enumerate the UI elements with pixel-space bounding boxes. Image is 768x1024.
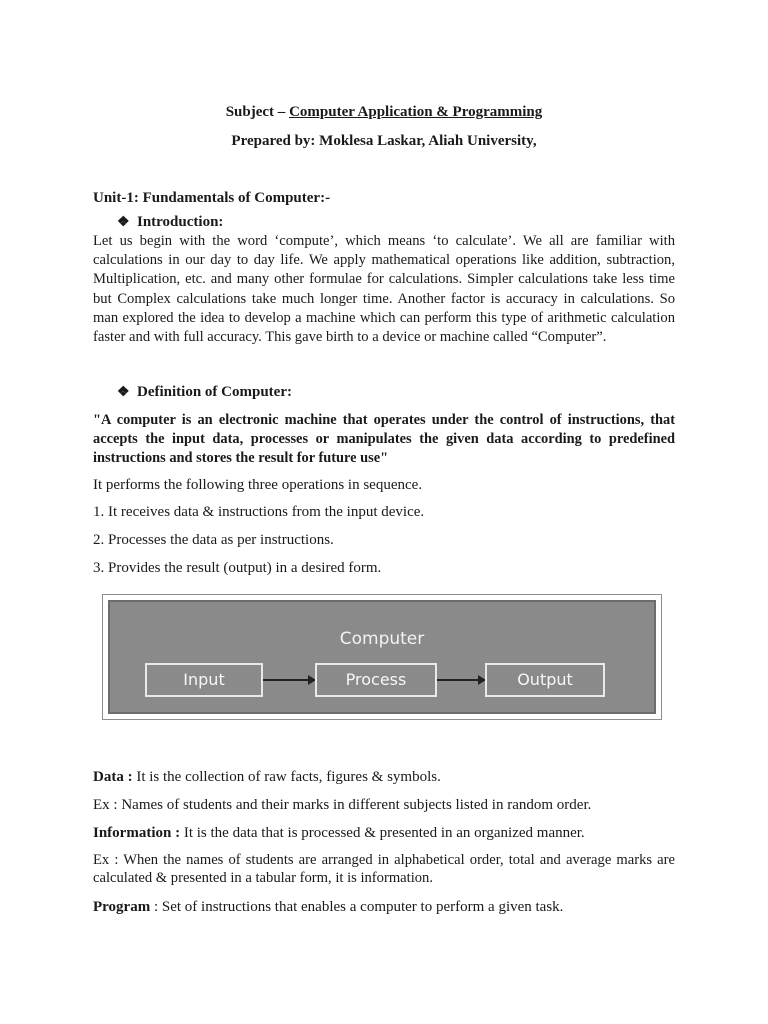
diamond-bullet-icon: ❖	[117, 215, 130, 230]
operation-step: 2. Processes the data as per instructions.	[93, 532, 334, 548]
information-def: It is the data that is processed & presented in an organized manner.	[180, 825, 585, 841]
operation-step: 3. Provides the result (output) in a desired form.	[93, 560, 382, 576]
subject-prefix: Subject –	[225, 104, 290, 120]
definition-heading	[117, 384, 292, 401]
data-definition	[93, 768, 441, 787]
program-definition	[93, 898, 563, 917]
computer-diagram	[102, 594, 662, 720]
operations-lead: It performs the following three operations in sequence.	[93, 477, 423, 493]
introduction-heading	[117, 214, 223, 231]
program-def: : Set of instructions that enables a computer to perform a given task.	[150, 899, 564, 915]
diagram-panel	[108, 600, 656, 714]
process-box: Process	[315, 663, 437, 697]
arrow-icon	[437, 679, 485, 681]
output-box: Output	[485, 663, 605, 697]
diamond-bullet-icon: ❖	[117, 385, 130, 400]
diagram-title: Computer	[339, 629, 425, 649]
operation-step: 1. It receives data & instructions from the input device.	[93, 504, 425, 520]
arrow-icon	[263, 679, 315, 681]
data-def: It is the collection of raw facts, figures & symbols.	[132, 769, 441, 785]
subject-name: Computer Application & Programming	[289, 104, 543, 120]
introduction-heading-text: Introduction:	[137, 214, 224, 230]
information-definition	[93, 824, 585, 843]
data-example: Ex : Names of students and their marks in different subjects listed in random order.	[93, 797, 592, 813]
input-box: Input	[145, 663, 263, 697]
introduction-paragraph: Let us begin with the word ‘compute’, which means ‘to calculate’. We all are familiar with calculations in our day to day life. We apply mathematical operations like addition, subtraction, Multiplication, etc. and many other formulae for calculations. Simpler calculations take less time but Complex calculations take much longer time. Another factor is accuracy in calculations. So man explored the idea to develop a machine which can perform this type of arithmetic calculation faster and with full accuracy. This gave birth to a device or machine called “Computer”.	[93, 233, 675, 346]
definition-quote: "A computer is an electronic machine that operates under the control of instructions, that accepts the input data, processes or manipulates the given data according to predefined instructions and stores the result for future use"	[93, 412, 675, 466]
program-term: Program	[93, 899, 151, 915]
subject-line	[0, 103, 768, 122]
definition-heading-text: Definition of Computer:	[137, 384, 292, 400]
unit-title: Unit-1: Fundamentals of Computer:-	[93, 190, 331, 206]
information-term: Information :	[93, 825, 181, 841]
data-term: Data :	[93, 769, 133, 785]
prepared-by: Prepared by: Moklesa Laskar, Aliah University,	[231, 133, 537, 149]
information-example: Ex : When the names of students are arranged in alphabetical order, total and average marks are calculated & presented in a tabular form, it is information.	[93, 852, 675, 886]
